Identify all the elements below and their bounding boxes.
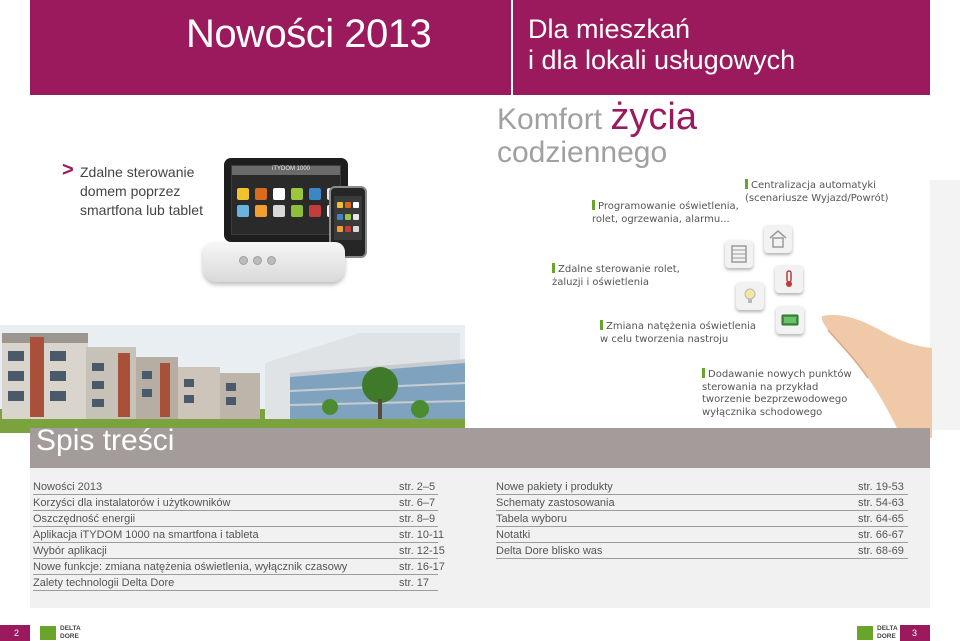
- toc-entry-title: Delta Dore blisko was: [496, 545, 603, 557]
- toc-entry-page: str. 6–7: [399, 497, 436, 509]
- phone-tile-icon: [337, 202, 343, 208]
- toc-row[interactable]: [496, 479, 908, 495]
- app-tile-icon: [273, 205, 285, 217]
- right-edge-band: [930, 180, 960, 430]
- logo-line-1: DELTA: [877, 625, 898, 632]
- toc-right-column: [496, 479, 908, 559]
- toc-row[interactable]: [33, 495, 438, 511]
- feature-line: Zmiana natężenia oświetlenia: [606, 321, 757, 332]
- phone-tile-icon: [353, 202, 359, 208]
- toc-row[interactable]: [496, 495, 908, 511]
- logo-line-1: DELTA: [60, 625, 81, 632]
- buildings-photo: [0, 325, 465, 433]
- toc-row[interactable]: [33, 575, 438, 591]
- toc-left-column: [33, 479, 445, 591]
- banner-divider: [511, 0, 513, 95]
- feature-line: Programowanie oświetlenia,: [598, 201, 739, 212]
- toc-row[interactable]: [496, 543, 908, 559]
- page-title: Nowości 2013: [186, 12, 432, 56]
- toc-entry-title: Nowe funkcje: zmiana natężenia oświetlenia, wyłącznik czasowy: [33, 561, 348, 573]
- light-bulb-icon: [736, 282, 764, 310]
- toc-header-band: [30, 424, 930, 468]
- app-tile-icon: [255, 188, 267, 200]
- feature-line: (scenariusze Wyjazd/Powrót): [745, 192, 889, 204]
- tablet-app-bar: [232, 166, 340, 175]
- subtitle-line-2: i dla lokali usługowych: [528, 45, 796, 75]
- logo-wordmark: [877, 625, 898, 641]
- toc-row[interactable]: [496, 511, 908, 527]
- green-bar-icon: [702, 368, 705, 378]
- toc-entry-page: str. 64-65: [858, 513, 904, 525]
- toc-entry-page: str. 12-15: [399, 545, 445, 557]
- controller-box-image: [203, 242, 345, 282]
- tablet-app-title: iTYDOM 1000: [272, 166, 311, 172]
- feature-line: Centralizacja automatyki: [751, 180, 876, 191]
- logo-wordmark: [60, 625, 81, 641]
- feature-line: w celu tworzenia nastroju: [600, 333, 729, 345]
- house-icon: [764, 225, 792, 253]
- toc-entry-title: Notatki: [496, 529, 531, 541]
- toc-entry-page: str. 68-69: [858, 545, 904, 557]
- phone-tile-icon: [345, 202, 351, 208]
- toc-entry-page: str. 17: [399, 577, 429, 589]
- green-bar-icon: [552, 263, 555, 273]
- phone-tile-icon: [353, 226, 359, 232]
- app-tile-icon: [309, 188, 321, 200]
- toc-title: Spis treści: [36, 424, 175, 457]
- header-banner: [30, 0, 930, 95]
- zycia-word: życia: [610, 96, 697, 138]
- codziennego-word: codziennego: [497, 136, 668, 169]
- green-bar-icon: [745, 179, 748, 189]
- toc-entry-page: str. 54-63: [858, 497, 904, 509]
- toc-entry-title: Tabela wyboru: [496, 513, 567, 525]
- toc-row[interactable]: [33, 543, 445, 559]
- app-tile-icon: [291, 188, 303, 200]
- feature-centralizacja: [745, 179, 889, 205]
- remote-line-2: domem poprzez: [80, 183, 181, 199]
- app-tile-icon: [255, 205, 267, 217]
- feature-zdalne: [552, 263, 680, 289]
- button-dot-icon: [267, 256, 276, 265]
- toc-entry-page: str. 19-53: [858, 481, 904, 493]
- feature-line: wyłącznika schodowego: [702, 406, 823, 418]
- komfort-heading: [497, 96, 697, 169]
- toc-entry-page: str. 8–9: [399, 513, 436, 525]
- hand-image: [822, 308, 932, 438]
- logo-line-2: DORE: [60, 633, 79, 640]
- feature-zmiana: [600, 320, 756, 346]
- toc-row[interactable]: [33, 479, 438, 495]
- feature-line: Dodawanie nowych punktów: [708, 369, 852, 380]
- toc-entry-title: Wybór aplikacji: [33, 545, 107, 557]
- logo-line-2: DORE: [877, 633, 896, 640]
- toc-entry-page: str. 2–5: [399, 481, 436, 493]
- toc-row[interactable]: [33, 511, 438, 527]
- komfort-word: Komfort: [497, 103, 603, 136]
- tablet-app-tiles: [237, 188, 339, 217]
- page-subtitle: [528, 14, 795, 76]
- tablet-screen: [231, 165, 341, 235]
- toc-row[interactable]: [33, 559, 445, 575]
- toc-entry-title: Nowości 2013: [33, 481, 103, 493]
- toc-entry-title: Zalety technologii Delta Dore: [33, 577, 175, 589]
- button-dot-icon: [253, 256, 262, 265]
- page-number-right: 3: [900, 625, 930, 641]
- phone-tile-icon: [345, 214, 351, 220]
- feature-line: tworzenie bezprzewodowego: [702, 394, 848, 405]
- page-number-left: 2: [0, 625, 30, 641]
- feature-programowanie: [592, 200, 739, 226]
- feature-line: Zdalne sterowanie rolet,: [558, 264, 680, 275]
- chevron-right-icon: >: [62, 159, 74, 181]
- toc-entry-page: str. 66-67: [858, 529, 904, 541]
- app-tile-icon: [309, 205, 321, 217]
- dimmer-switch-icon: [776, 306, 804, 334]
- phone-tile-icon: [337, 214, 343, 220]
- toc-entry-title: Oszczędność energii: [33, 513, 136, 525]
- app-tile-icon: [237, 205, 249, 217]
- toc-entry-title: Korzyści dla instalatorów i użytkowników: [33, 497, 231, 509]
- feature-line: żaluzji i oświetlenia: [552, 276, 649, 288]
- button-dot-icon: [239, 256, 248, 265]
- delta-dore-logo-icon: [40, 626, 56, 640]
- app-tile-icon: [291, 205, 303, 217]
- thermometer-icon: [775, 265, 803, 293]
- green-bar-icon: [592, 200, 595, 210]
- green-bar-icon: [600, 320, 603, 330]
- phone-tile-icon: [353, 214, 359, 220]
- remote-line-3: smartfona lub tablet: [80, 202, 203, 218]
- toc-entry-title: Nowe pakiety i produkty: [496, 481, 613, 493]
- delta-dore-logo-icon: [857, 626, 873, 640]
- remote-line-1: Zdalne sterowanie: [80, 164, 195, 180]
- phone-tile-icon: [337, 226, 343, 232]
- toc-entry-title: Schematy zastosowania: [496, 497, 615, 509]
- toc-entry-page: str. 10-11: [399, 529, 445, 541]
- phone-tile-icon: [345, 226, 351, 232]
- subtitle-line-1: Dla mieszkań: [528, 14, 691, 44]
- toc-row[interactable]: [33, 527, 445, 543]
- app-tile-icon: [273, 188, 285, 200]
- toc-entry-title: Aplikacja iTYDOM 1000 na smartfona i tableta: [33, 529, 259, 541]
- toc-row[interactable]: [496, 527, 908, 543]
- phone-screen: [334, 196, 362, 240]
- roller-shutter-icon: [725, 240, 753, 268]
- feature-line: rolet, ogrzewania, alarmu...: [592, 213, 730, 225]
- feature-line: sterowania na przykład: [702, 381, 819, 393]
- app-tile-icon: [237, 188, 249, 200]
- toc-entry-page: str. 16-17: [399, 561, 445, 573]
